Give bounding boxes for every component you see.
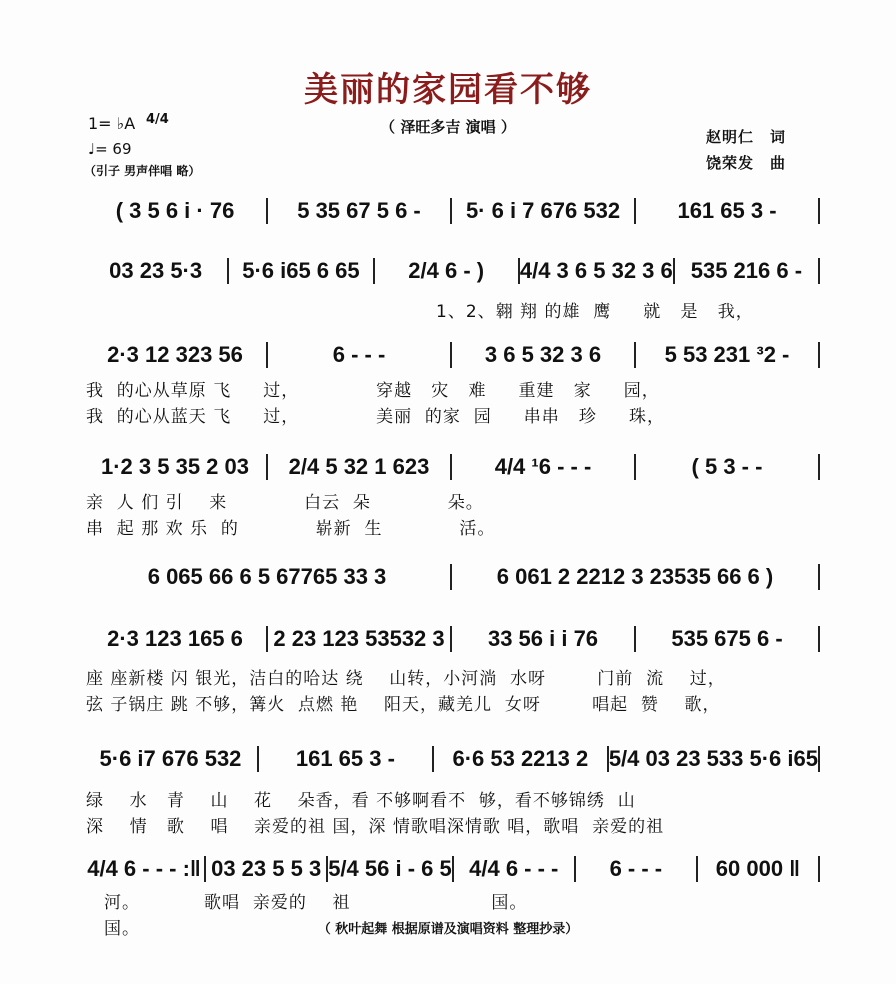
measure: 4/4 3 6 5 32 3 6 bbox=[519, 258, 673, 283]
lyric-line: 河。 歌唱 亲爱的 祖 国。 bbox=[104, 893, 528, 913]
intro-note: （引子 男声伴唱 略） bbox=[84, 164, 201, 178]
measure: 4/4 ¹6 - - - bbox=[494, 454, 592, 479]
lyricist: 赵明仁 词 bbox=[706, 128, 787, 146]
notation-row bbox=[84, 340, 820, 370]
lyric-line: 座 座新楼 闪 银光，洁白的哈达 绕 山转，小河淌 水呀 门前 流 过， bbox=[86, 669, 726, 689]
bar-line bbox=[818, 198, 820, 224]
bar-line bbox=[818, 746, 820, 772]
time-signature: 4/4 bbox=[146, 112, 169, 127]
measure: 03 23 5 5 3 bbox=[211, 856, 322, 881]
measure: 4/4 6 - - - bbox=[469, 856, 559, 881]
measure: 6 - - - bbox=[609, 856, 663, 881]
bar-line bbox=[818, 626, 820, 652]
bar-line bbox=[818, 454, 820, 480]
measure: 60 000 ‖ bbox=[715, 856, 801, 881]
measure: 535 675 6 - bbox=[671, 626, 783, 651]
measure: 4/4 6 - - - :‖ bbox=[87, 856, 201, 881]
bar-line bbox=[818, 342, 820, 368]
bar-line bbox=[818, 258, 820, 284]
measure: 3 6 5 32 3 6 bbox=[484, 342, 602, 367]
measure: 5·6 i7 676 532 bbox=[99, 746, 242, 771]
key-signature: 1= ♭A bbox=[88, 114, 136, 133]
measure: ( 3 5 6 i · 76 bbox=[115, 198, 235, 223]
measure: 6 061 2 2212 3 23535 66 6 ) bbox=[496, 564, 774, 589]
measure: 535 216 6 - bbox=[690, 258, 803, 283]
notation-row bbox=[84, 196, 820, 226]
measure: 5 53 231 ³2 - bbox=[664, 342, 790, 367]
lyric-line: 弦 子锅庄 跳 不够，篝火 点燃 艳 阳天，藏羌儿 女呀 唱起 赞 歌， bbox=[86, 695, 721, 715]
notation-row bbox=[84, 256, 820, 286]
lyric-line: 我 的心从草原 飞 过， 穿越 灾 难 重建 家 园， bbox=[86, 381, 660, 401]
transcription-credit: （ 秋叶起舞 根据原谱及演唱资料 整理抄录） bbox=[317, 922, 579, 937]
lyric-line: 绿 水 青 山 花 朵香，看 不够啊看不 够，看不够锦绣 山 bbox=[86, 791, 636, 811]
composer: 饶荣发 曲 bbox=[706, 154, 787, 172]
measure: 5/4 56 i - 6 5 bbox=[328, 856, 452, 881]
measure: 1·2 3 5 35 2 03 bbox=[100, 454, 249, 479]
measure: 2/4 5 32 1 623 bbox=[288, 454, 430, 479]
song-title: 美丽的家园看不够 bbox=[304, 70, 592, 110]
bar-line bbox=[818, 564, 820, 590]
lyric-line: 亲 人 们 引 来 白云 朵 朵。 bbox=[86, 493, 484, 513]
measure: 6 - - - bbox=[332, 342, 386, 367]
measure: 5·6 i65 6 65 bbox=[242, 258, 360, 283]
notation-row bbox=[84, 744, 820, 774]
measure: 6·6 53 2213 2 bbox=[452, 746, 589, 771]
measure: 03 23 5·3 bbox=[109, 258, 203, 283]
measure: 161 65 3 - bbox=[677, 198, 777, 223]
measure: 2 23 123 53532 3 bbox=[273, 626, 445, 651]
lyric-line: 深 情 歌 唱 亲爱的祖 国，深 情歌唱深情歌 唱，歌唱 亲爱的祖 bbox=[86, 817, 665, 837]
measure: 33 56 i i 76 bbox=[487, 626, 599, 651]
measure: 2·3 12 323 56 bbox=[107, 342, 243, 367]
measure: 161 65 3 - bbox=[295, 746, 395, 771]
measure: ( 5 3 - - bbox=[691, 454, 763, 479]
lyric-line: 我 的心从蓝天 飞 过， 美丽 的家 园 串串 珍 珠， bbox=[86, 407, 665, 427]
lyric-line: 1、2、翱 翔 的雄 鹰 就 是 我， bbox=[436, 302, 754, 322]
notation-row bbox=[84, 624, 820, 654]
measure: 5· 6 i 7 676 532 bbox=[465, 198, 621, 223]
tempo: ♩= 69 bbox=[88, 140, 132, 158]
measure: 5/4 03 23 533 5·6 i65 bbox=[608, 746, 818, 771]
singer: （ 泽旺多吉 演唱 ） bbox=[380, 118, 516, 136]
bar-line bbox=[818, 856, 820, 882]
measure: 6 065 66 6 5 67765 33 3 bbox=[147, 564, 387, 589]
measure: 5 35 67 5 6 - bbox=[297, 198, 421, 223]
lyric-line: 串 起 那 欢 乐 的 崭新 生 活。 bbox=[86, 519, 496, 539]
lyric-line: 国。 bbox=[104, 919, 140, 939]
notation-row bbox=[84, 562, 820, 592]
notation-row bbox=[84, 854, 820, 884]
measure: 2·3 123 165 6 bbox=[107, 626, 243, 651]
notation-row bbox=[84, 452, 820, 482]
measure: 2/4 6 - ) bbox=[408, 258, 485, 283]
